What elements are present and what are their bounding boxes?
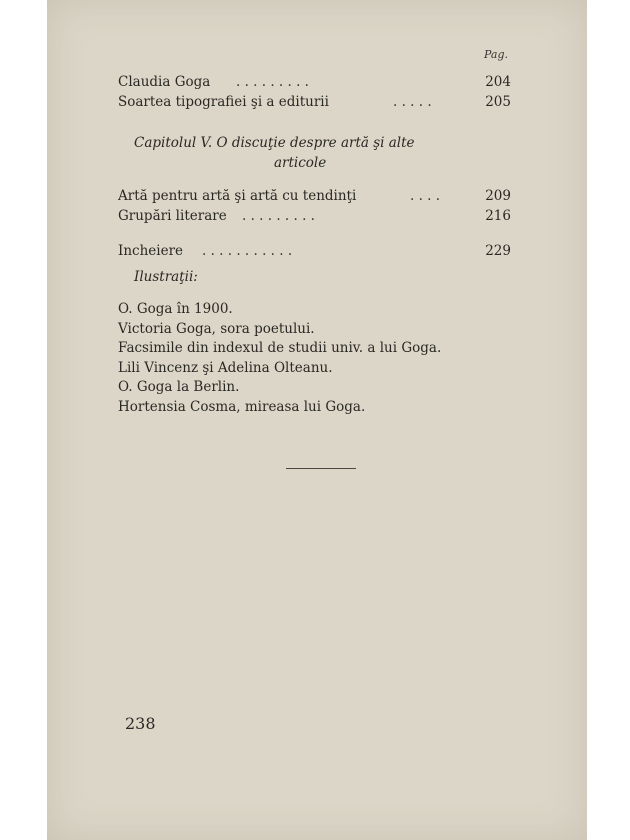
illustration-item: Hortensia Cosma, mireasa lui Goga. xyxy=(118,398,366,415)
toc-leader-dots: . . . . . . . . . . . xyxy=(202,243,293,259)
toc-entry xyxy=(118,186,511,206)
toc-entry xyxy=(118,206,511,226)
chapter-heading: Capitolul V. O discuţie despre artă şi alte xyxy=(134,135,415,151)
toc-entry-title: Grupări literare xyxy=(118,208,227,224)
section-divider xyxy=(286,468,356,469)
toc-entry xyxy=(118,72,511,92)
toc-entry-title: Incheiere xyxy=(118,243,184,259)
toc-entry-page: 216 xyxy=(485,208,511,224)
illustration-item: Victoria Goga, sora poetului. xyxy=(118,320,315,337)
toc-entry-page: 204 xyxy=(485,74,511,90)
illustration-item: O. Goga în 1900. xyxy=(118,301,233,317)
chapter-heading-continued: articole xyxy=(274,155,327,171)
illustrations-list xyxy=(118,300,441,417)
illustrations-heading: Ilustraţii: xyxy=(134,269,198,285)
toc-leader-dots: . . . . . . . . . xyxy=(236,74,309,90)
toc-entry-page: 205 xyxy=(485,94,511,110)
toc-leader-dots: . . . . . xyxy=(393,94,432,110)
toc-leader-dots: . . . . xyxy=(410,188,441,204)
toc-entry-page: 209 xyxy=(485,188,511,204)
toc-entry-page: 229 xyxy=(485,243,511,259)
toc-entry-title: Soartea tipografiei şi a editurii xyxy=(118,94,329,110)
page-column-label: Pag. xyxy=(484,48,509,61)
toc-entry xyxy=(118,241,511,261)
toc-entry-title: Claudia Goga xyxy=(118,74,211,90)
toc-entry-title: Artă pentru artă şi artă cu tendinţi xyxy=(118,188,357,204)
toc-leader-dots: . . . . . . . . . xyxy=(242,208,315,224)
illustration-item: O. Goga la Berlin. xyxy=(118,379,240,395)
illustration-item: Lili Vincenz şi Adelina Olteanu. xyxy=(118,359,333,376)
page-number: 238 xyxy=(125,714,156,733)
toc-entry xyxy=(118,92,511,112)
illustration-item: Facsimile din indexul de studii univ. a lui Goga. xyxy=(118,340,442,356)
